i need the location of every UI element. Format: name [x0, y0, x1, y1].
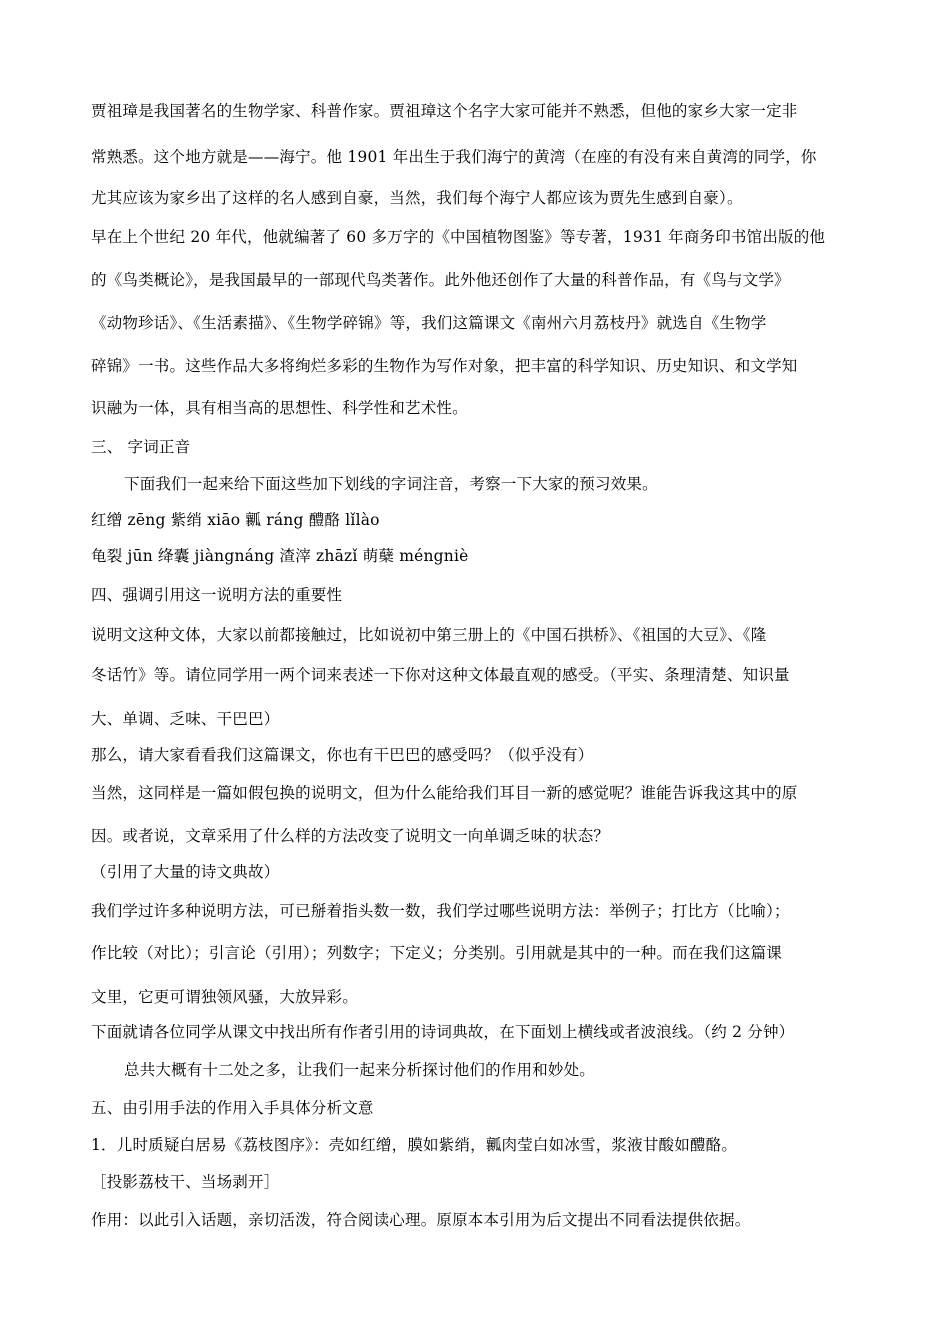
paragraph-line: 《动物珍话》、《生活素描》、《生物学碎锦》等，我们这篇课文《南州六月荔枝丹》就选自《生物学 [91, 314, 767, 332]
paragraph-line: 下面我们一起来给下面这些加下划线的字词注音，考察一下大家的预习效果。 [124, 475, 658, 493]
paragraph-line: 大、单调、乏味、干巴巴） [91, 710, 280, 728]
paragraph-line: 冬话竹》等。请位同学用一两个词来表述一下你对这种文体最直观的感受。（平实、条理清楚、知识量 [91, 666, 790, 684]
paragraph-line: 早在上个世纪 20 年代，他就编著了 60 多万字的《中国植物图鉴》等专著，1931 年商务印书馆出版的他 [91, 228, 826, 246]
paragraph-line: 总共大概有十二处之多，让我们一起来分析探讨他们的作用和妙处。 [124, 1061, 596, 1079]
paragraph-line: 1．儿时质疑白居易《荔枝图序》：壳如红缯，膜如紫绡，瓤肉莹白如冰雪，浆液甘酸如醴酪。 [91, 1136, 738, 1154]
paragraph-line: 识融为一体，具有相当高的思想性、科学性和艺术性。 [91, 399, 468, 417]
paragraph-line: ［投影荔枝干、当场剥开］ [91, 1173, 280, 1191]
paragraph-line: 的《鸟类概论》，是我国最早的一部现代鸟类著作。此外他还创作了大量的科普作品，有《鸟与文学》 [91, 271, 790, 289]
paragraph-line: 作比较（对比）；引言论（引用）；列数字；下定义；分类别。引用就是其中的一种。而在我们这篇课 [91, 944, 783, 962]
paragraph-line: 那么，请大家看看我们这篇课文，你也有干巴巴的感受吗？（似乎没有） [91, 746, 594, 764]
section-heading-5: 五、由引用手法的作用入手具体分析文意 [91, 1099, 374, 1117]
section-heading-4: 四、强调引用这一说明方法的重要性 [91, 586, 343, 604]
paragraph-line: 说明文这种文体，大家以前都接触过，比如说初中第三册上的《中国石拱桥》、《祖国的大豆》、《隆 [91, 626, 767, 644]
section-heading-3: 三、 字词正音 [91, 438, 191, 456]
paragraph-line: 我们学过许多种说明方法，可已掰着指头数一数，我们学过哪些说明方法：举例子；打比方（比喻）； [91, 902, 790, 920]
paragraph-line: 常熟悉。这个地方就是——海宁。他 1901 年出生于我们海宁的黄湾（在座的有没有来自黄湾的同学，你 [91, 148, 817, 166]
vocab-line-2: 龟裂 jūn 绛囊 jiàngnáng 渣滓 zhāzǐ 萌蘖 méngniè [91, 547, 469, 565]
paragraph-line: 尤其应该为家乡出了这样的名人感到自豪，当然，我们每个海宁人都应该为贾先生感到自豪）。 [91, 189, 743, 207]
paragraph-line: （引用了大量的诗文典故） [91, 863, 280, 881]
paragraph-line: 因。或者说，文章采用了什么样的方法改变了说明文一向单调乏味的状态？ [91, 827, 610, 845]
paragraph-line: 作用：以此引入话题，亲切活泼，符合阅读心理。原原本本引用为后文提出不同看法提供依据。 [91, 1211, 751, 1229]
vocab-line-1: 红缯 zēng 紫绡 xiāo 瓤 ráng 醴酪 lǐlào [91, 511, 380, 529]
paragraph-line: 文里，它更可谓独领风骚，大放异彩。 [91, 988, 358, 1006]
paragraph-line: 贾祖璋是我国著名的生物学家、科普作家。贾祖璋这个名字大家可能并不熟悉，但他的家乡大家一定非 [91, 102, 798, 120]
paragraph-line: 下面就请各位同学从课文中找出所有作者引用的诗词典故，在下面划上横线或者波浪线。（约 2 分钟） [91, 1023, 795, 1041]
paragraph-line: 当然，这同样是一篇如假包换的说明文，但为什么能给我们耳目一新的感觉呢？谁能告诉我这其中的原 [91, 784, 798, 802]
paragraph-line: 碎锦》一书。这些作品大多将绚烂多彩的生物作为写作对象，把丰富的科学知识、历史知识、和文学知 [91, 357, 798, 375]
